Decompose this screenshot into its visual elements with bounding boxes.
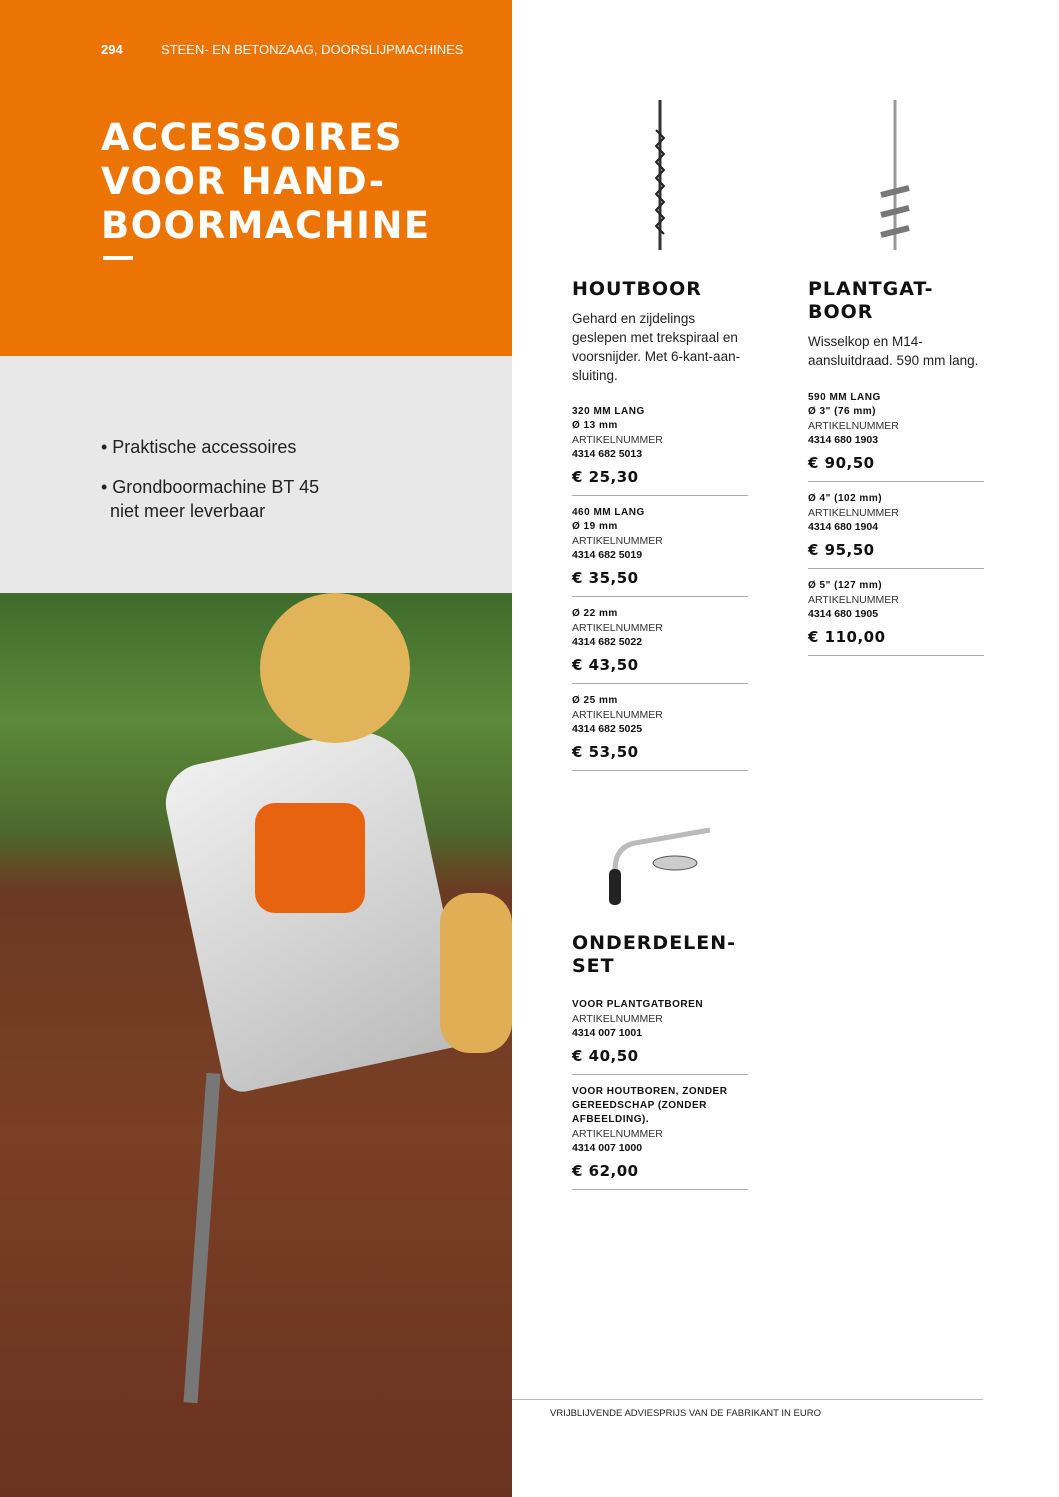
price: € 35,50: [572, 569, 639, 587]
title-line: BOOR: [808, 301, 874, 323]
product-title: [808, 278, 984, 324]
wood-auger-image: [650, 100, 670, 252]
price-item: [572, 506, 748, 597]
article-label: ARTIKELNUMMER: [572, 1013, 663, 1025]
price: € 40,50: [572, 1047, 639, 1065]
footer-divider: [512, 1399, 983, 1400]
item-diameter: Ø 13 mm: [572, 420, 618, 431]
parts-set-image: [605, 825, 715, 910]
title-line: ONDERDELEN-: [572, 932, 737, 954]
price-item: [572, 1085, 748, 1190]
price-item: [808, 492, 984, 569]
article-number: 4314 682 5019: [572, 549, 643, 561]
product-photo: [0, 593, 512, 1497]
bullet: • Praktische accessoires: [101, 437, 297, 457]
item-diameter: Ø 5" (127 mm): [808, 580, 883, 591]
article-number: 4314 682 5022: [572, 636, 643, 648]
price-item: [572, 694, 748, 771]
price: € 25,30: [572, 468, 639, 486]
item-label: 320 MM LANG: [572, 406, 645, 417]
item-label: VOOR HOUTBOREN, ZONDER GEREEDSCHAP (ZONDER AFBEELDING).: [572, 1086, 728, 1125]
article-number: 4314 007 1001: [572, 1027, 643, 1039]
title-line: VOOR HAND-: [101, 160, 386, 203]
item-diameter: Ø 19 mm: [572, 521, 618, 532]
bullet: niet meer leverbaar: [110, 501, 266, 521]
bullet: • Grondboormachine BT 45: [101, 477, 320, 497]
article-label: ARTIKELNUMMER: [572, 434, 663, 446]
product-title: HOUTBOOR: [572, 278, 702, 300]
article-label: ARTIKELNUMMER: [808, 507, 899, 519]
price: € 95,50: [808, 541, 875, 559]
article-label: ARTIKELNUMMER: [572, 709, 663, 721]
footer-note: VRIJBLIJVENDE ADVIESPRIJS VAN DE FABRIKANT IN EURO: [550, 1408, 821, 1419]
article-number: 4314 682 5013: [572, 448, 643, 460]
item-diameter: Ø 22 mm: [572, 608, 618, 619]
item-label: VOOR PLANTGATBOREN: [572, 999, 704, 1010]
feature-panel: [0, 356, 512, 593]
price: € 110,00: [808, 628, 886, 646]
header-panel: [0, 0, 512, 356]
photo-glove: [440, 893, 512, 1053]
price: € 90,50: [808, 454, 875, 472]
price: € 43,50: [572, 656, 639, 674]
item-diameter: Ø 25 mm: [572, 695, 618, 706]
page-title: [101, 116, 431, 248]
price-item: [572, 405, 748, 496]
price: € 62,00: [572, 1162, 639, 1180]
page-number: 294: [101, 42, 123, 57]
houtboor-section: [572, 278, 748, 771]
plantgatboor-section: [808, 278, 984, 656]
item-diameter: Ø 3" (76 mm): [808, 406, 876, 417]
article-number: 4314 007 1000: [572, 1142, 643, 1154]
article-number: 4314 680 1904: [808, 521, 879, 533]
price-item: [572, 998, 748, 1075]
item-label: 590 MM LANG: [808, 392, 881, 403]
title-line: SET: [572, 955, 615, 977]
article-label: ARTIKELNUMMER: [572, 535, 663, 547]
product-title: [572, 932, 748, 978]
price-item: [808, 391, 984, 482]
item-label: 460 MM LANG: [572, 507, 645, 518]
title-line: BOORMACHINE: [101, 204, 431, 247]
price-item: [808, 579, 984, 656]
title-line: ACCESSOIRES: [101, 116, 403, 159]
article-label: ARTIKELNUMMER: [572, 1128, 663, 1140]
article-label: ARTIKELNUMMER: [808, 420, 899, 432]
title-line: PLANTGAT-: [808, 278, 934, 300]
section-title: STEEN- EN BETONZAAG, DOORSLIJPMACHINES: [161, 42, 464, 57]
product-description: Wisselkop en M14-aansluitdraad. 590 mm lang.: [808, 334, 979, 368]
product-description: Gehard en zijdelings geslepen met trekspiraal en voorsnijder. Met 6-kant-aan-sluiting.: [572, 311, 741, 383]
article-number: 4314 680 1905: [808, 608, 879, 620]
item-diameter: Ø 4" (102 mm): [808, 493, 883, 504]
photo-glove: [260, 593, 410, 743]
article-number: 4314 682 5025: [572, 723, 643, 735]
article-label: ARTIKELNUMMER: [808, 594, 899, 606]
plant-auger-image: [875, 100, 915, 252]
article-number: 4314 680 1903: [808, 434, 879, 446]
photo-engine: [255, 803, 365, 913]
price-item: [572, 607, 748, 684]
onderdelenset-section: [572, 932, 748, 1190]
photo-shaft: [184, 1073, 221, 1403]
article-label: ARTIKELNUMMER: [572, 622, 663, 634]
title-underline: [103, 256, 133, 260]
price: € 53,50: [572, 743, 639, 761]
